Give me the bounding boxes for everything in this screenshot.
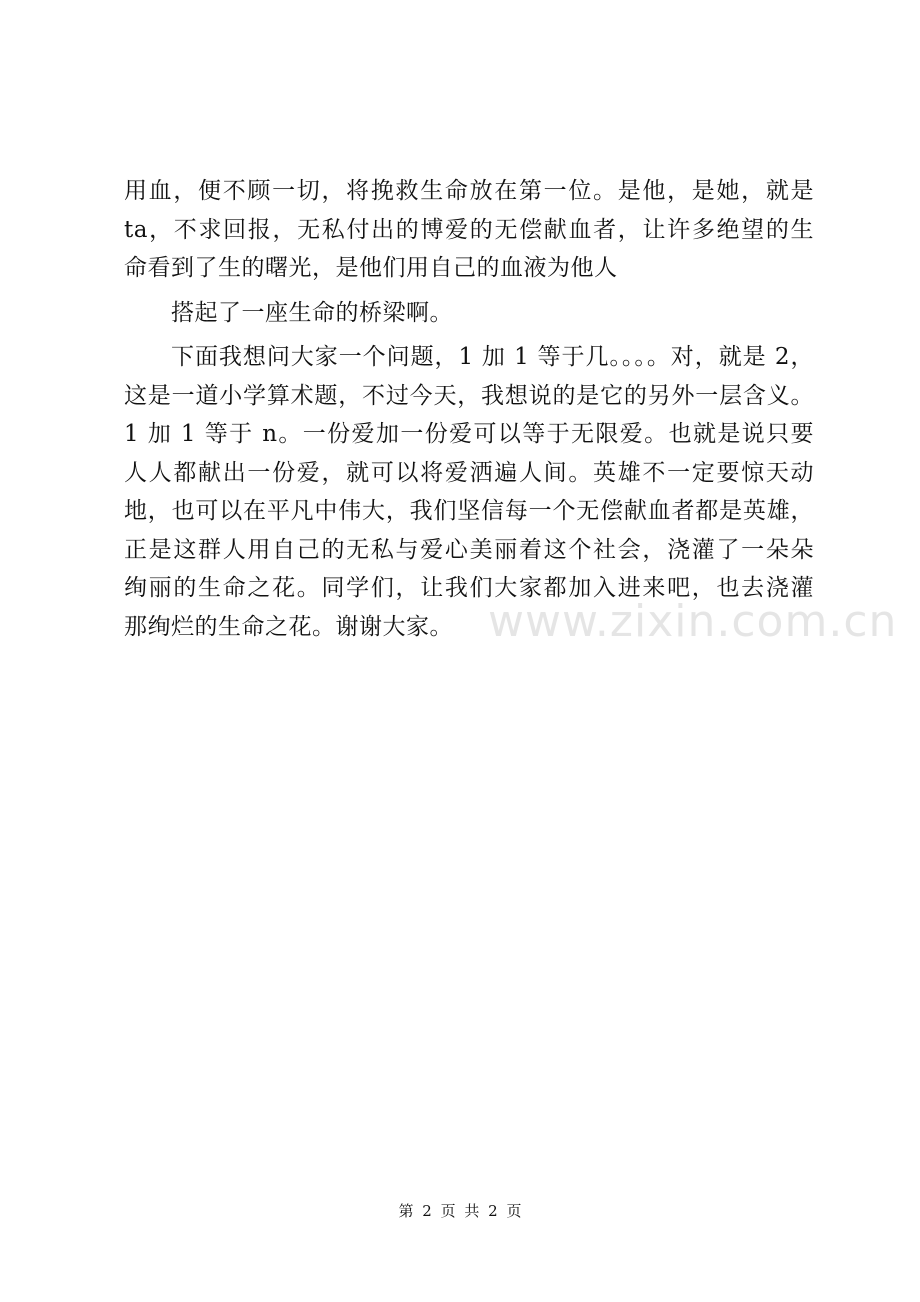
- text-line: 正是这群人用自己的无私与爱心美丽着这个社会，浇灌了一朵朵: [124, 536, 814, 563]
- text-line: 命看到了生的曙光，是他们用自己的血液为他人: [124, 255, 618, 281]
- text-line: 1 加 1 等于 n。一份爱加一份爱可以等于无限爱。也就是说只要: [124, 421, 814, 447]
- page-number-footer: 第 2 页 共 2 页: [398, 1202, 522, 1220]
- text-line: 下面我想问大家一个问题，1 加 1 等于几。。。。对，就是 2，: [171, 344, 814, 370]
- text-line: ta，不求回报，无私付出的博爱的无偿献血者，让许多绝望的生: [124, 216, 814, 243]
- text-line: 绚丽的生命之花。同学们，让我们大家都加入进来吧，也去浇灌: [124, 575, 814, 601]
- document-body: [124, 172, 814, 646]
- text-line: 用血，便不顾一切，将挽救生命放在第一位。是他，是她，就是: [124, 178, 814, 204]
- text-line: 地，也可以在平凡中伟大，我们坚信每一个无偿献血者都是英雄，: [124, 498, 814, 524]
- watermark: www.zixin.com.cn: [488, 596, 898, 647]
- text-line: 搭起了一座生命的桥梁啊。: [171, 299, 453, 326]
- text-line: 这是一道小学算术题，不过今天，我想说的是它的另外一层含义。: [124, 382, 814, 409]
- text-line: 那绚烂的生命之花。谢谢大家。: [124, 613, 453, 640]
- text-line: 人人都献出一份爱，就可以将爱洒遍人间。英雄不一定要惊天动: [124, 459, 814, 486]
